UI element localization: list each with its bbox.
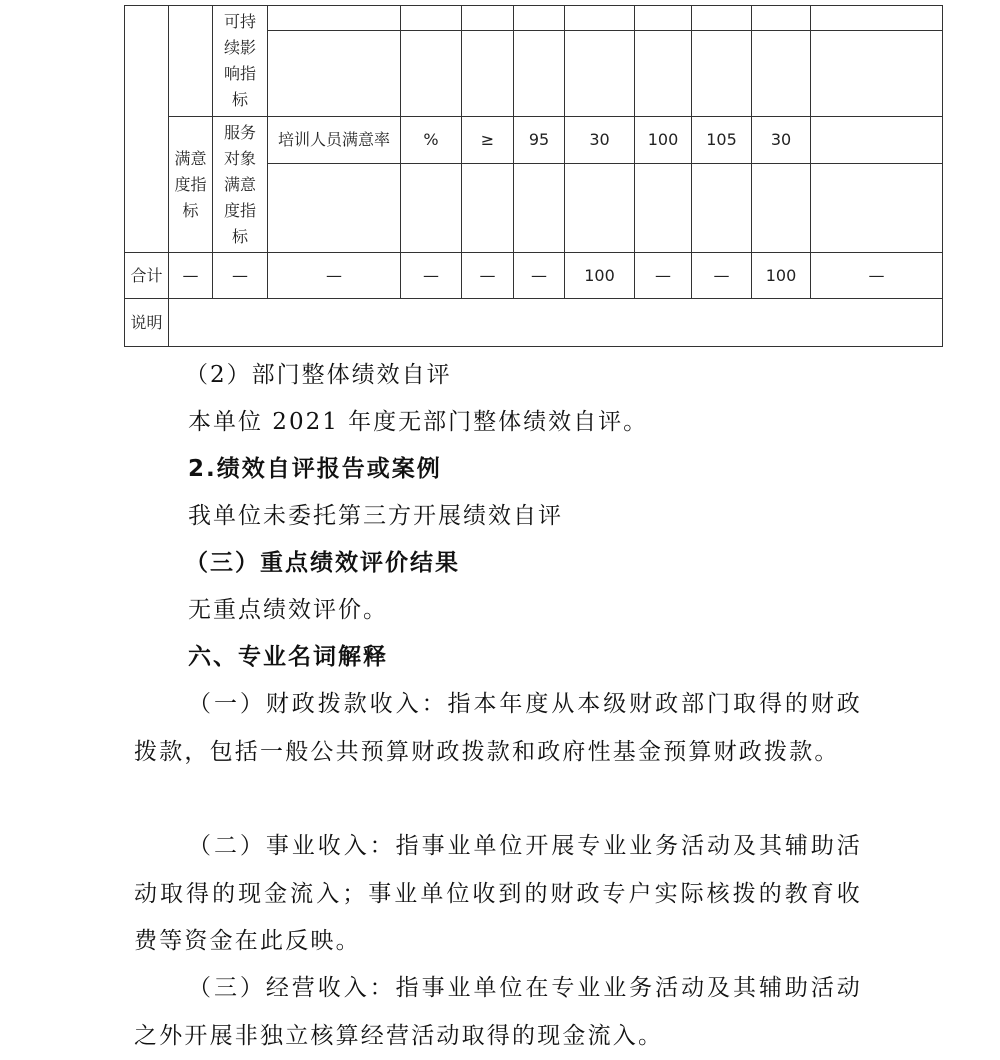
- table-cell: [635, 164, 692, 253]
- indicator-name: 培训人员满意率: [268, 117, 401, 164]
- explain-label: 说明: [125, 299, 169, 347]
- table-cell: [752, 31, 811, 117]
- total-dash: —: [692, 253, 752, 299]
- total-dash: —: [169, 253, 213, 299]
- service-indicator-label: 服务对象满意度指标: [223, 122, 256, 246]
- table-row: [125, 117, 943, 164]
- total-dash: —: [811, 253, 943, 299]
- table-cell: [462, 6, 514, 31]
- indicator-unit: %: [401, 117, 462, 164]
- total-dash: —: [514, 253, 565, 299]
- total-dash: —: [213, 253, 268, 299]
- table-row: [125, 6, 943, 31]
- table-cell: [514, 6, 565, 31]
- total-dash: —: [635, 253, 692, 299]
- table-cell: [401, 31, 462, 117]
- table-cell: [752, 6, 811, 31]
- table-cell: [635, 6, 692, 31]
- dept-overall-heading: （2）部门整体绩效自评: [185, 362, 452, 388]
- table-cell: [752, 164, 811, 253]
- satisfaction-category-cell: [169, 117, 213, 253]
- total-row: [125, 253, 943, 299]
- table-cell: [811, 164, 943, 253]
- total-weight: 100: [565, 253, 635, 299]
- table-cell: [565, 164, 635, 253]
- business-income-paragraph: （二）事业收入：指事业单位开展专业业务活动及其辅助活动取得的现金流入；事业单位收到的财政专户实际核拨的教育收费等资金在此反映。: [134, 833, 862, 954]
- table-cell: [565, 6, 635, 31]
- table-cell: [169, 6, 213, 117]
- indicator-actual: 100: [635, 117, 692, 164]
- report-text: 我单位未委托第三方开展绩效自评: [188, 503, 563, 529]
- performance-table: [124, 5, 943, 253]
- table-cell: [401, 164, 462, 253]
- operating-income-paragraph: （三）经营收入：指事业单位在专业业务活动及其辅助活动之外开展非独立核算经营活动取得的现金流入。: [134, 975, 862, 1049]
- table-cell: [268, 164, 401, 253]
- table-cell: [692, 6, 752, 31]
- dept-overall-text: 本单位 2021 年度无部门整体绩效自评。: [188, 409, 649, 435]
- table-cell: [514, 164, 565, 253]
- table-cell: [268, 6, 401, 31]
- section-6-heading: 六、专业名词解释: [188, 644, 388, 670]
- total-dash: —: [268, 253, 401, 299]
- explain-content: [169, 299, 943, 347]
- key-eval-heading: （三）重点绩效评价结果: [185, 550, 460, 576]
- key-eval-text: 无重点绩效评价。: [188, 597, 388, 623]
- table-cell: [514, 31, 565, 117]
- table-cell: [811, 31, 943, 117]
- total-dash: —: [462, 253, 514, 299]
- table-cell: [401, 6, 462, 31]
- table-cell: [125, 6, 169, 253]
- indicator-weight: 30: [565, 117, 635, 164]
- service-indicator-cell: [213, 117, 268, 253]
- table-cell: [565, 31, 635, 117]
- total-dash: —: [401, 253, 462, 299]
- total-label: 合计: [125, 253, 169, 299]
- table-cell: [462, 31, 514, 117]
- table-cell: [462, 164, 514, 253]
- satisfaction-category-label: 满意度指标: [174, 148, 207, 220]
- indicator-score: 30: [752, 117, 811, 164]
- sustain-indicator-cell: [213, 6, 268, 117]
- indicator-operator: ≥: [462, 117, 514, 164]
- report-heading: 2.绩效自评报告或案例: [188, 456, 442, 482]
- explain-row: [125, 299, 943, 347]
- indicator-rate: 105: [692, 117, 752, 164]
- fiscal-income-paragraph: （一）财政拨款收入：指本年度从本级财政部门取得的财政拨款，包括一般公共预算财政拨款和政府性基金预算财政拨款。: [134, 691, 862, 765]
- table-cell: [692, 164, 752, 253]
- table-cell: [268, 31, 401, 117]
- indicator-target: 95: [514, 117, 565, 164]
- indicator-note: [811, 117, 943, 164]
- table-cell: [635, 31, 692, 117]
- total-score: 100: [752, 253, 811, 299]
- performance-table-footer: [124, 252, 943, 347]
- table-cell: [811, 6, 943, 31]
- sustain-indicator-label: 可持续影响指标: [223, 12, 256, 109]
- table-cell: [692, 31, 752, 117]
